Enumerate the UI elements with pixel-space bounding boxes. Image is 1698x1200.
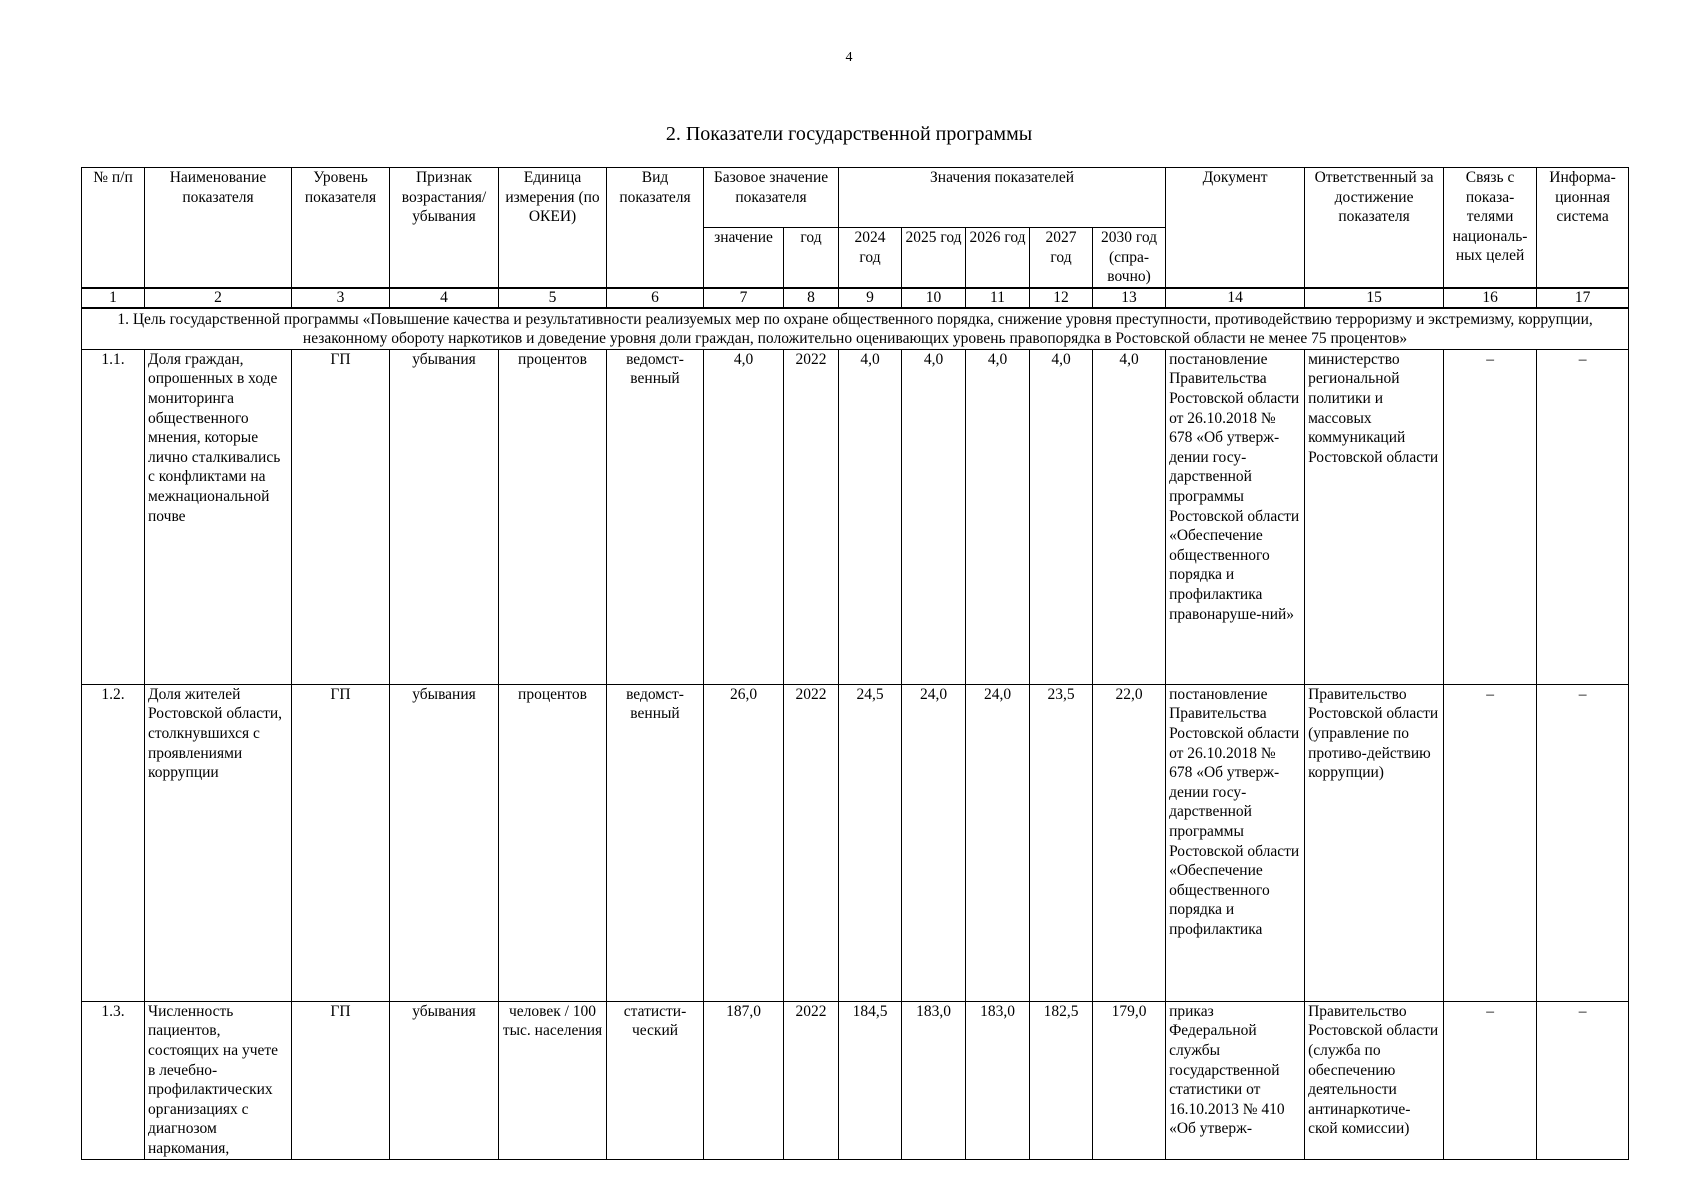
row-document: приказ Федеральной службы государственной статистики от 16.10.2013 № 410 «Об утверж- [1166,1001,1305,1159]
indicators-table [81,167,1629,1160]
header-kind: Вид показателя [607,168,704,288]
header-2024: 2024 год [839,228,902,288]
row-value-2026: 24,0 [966,684,1030,1001]
row-link: – [1444,684,1537,1001]
header-level: Уровень показателя [292,168,390,288]
row-link: – [1444,1001,1537,1159]
row-value-2027: 4,0 [1030,349,1093,684]
row-name: Доля граждан, опрошенных в ходе мониторинга общественного мнения, которые лично сталкивались с конфликтами на межнациональной почве [145,349,292,684]
header-2025: 2025 год [902,228,966,288]
row-value-2026: 4,0 [966,349,1030,684]
row-base-value: 26,0 [704,684,784,1001]
header-2027: 2027 год [1030,228,1093,288]
row-value-2024: 4,0 [839,349,902,684]
column-number: 9 [839,288,902,308]
column-number: 6 [607,288,704,308]
goal-text: 1. Цель государственной программы «Повышение качества и результативности реализуемых мер по охране общественного порядка, снижение уровня преступности, противодействию терроризму и экстремизму, коррупции, незаконному обороту наркотиков и доведение уровня доли граждан, положительно оценивающих уровень правопорядка в Ростовской области не менее 75 процентов» [82,308,1629,350]
row-kind: ведомст-венный [607,684,704,1001]
row-value-2027: 182,5 [1030,1001,1093,1159]
row-infosys: – [1537,349,1629,684]
column-number: 17 [1537,288,1629,308]
column-numbers-row [82,288,1629,308]
column-number: 11 [966,288,1030,308]
header-values: Значения показателей [839,168,1166,228]
header-unit: Единица измерения (по ОКЕИ) [499,168,607,288]
header-row-1 [82,168,1629,228]
header-2026: 2026 год [966,228,1030,288]
column-number: 8 [784,288,839,308]
header-base-value: значение [704,228,784,288]
header-infosys: Информа-ционная система [1537,168,1629,288]
row-name: Численность пациентов, состоящих на учете в лечебно-профилактических организациях с диагнозом наркомания, [145,1001,292,1159]
header-2030: 2030 год (спра-вочно) [1093,228,1166,288]
row-unit: человек / 100 тыс. населения [499,1001,607,1159]
header-responsible: Ответственный за достижение показателя [1305,168,1444,288]
row-base-year: 2022 [784,1001,839,1159]
row-value-2024: 184,5 [839,1001,902,1159]
row-num: 1.1. [82,349,145,684]
row-num: 1.3. [82,1001,145,1159]
column-number: 13 [1093,288,1166,308]
row-value-2030: 179,0 [1093,1001,1166,1159]
row-document: постановление Правительства Ростовской области от 26.10.2018 № 678 «Об утверж-дении госу-дарственной программы Ростовской области «Обеспечение общественного порядка и профилактика правонаруше-ний» [1166,349,1305,684]
row-infosys: – [1537,684,1629,1001]
column-number: 5 [499,288,607,308]
column-number: 2 [145,288,292,308]
row-unit: процентов [499,349,607,684]
row-unit: процентов [499,684,607,1001]
column-number: 3 [292,288,390,308]
header-name: Наименование показателя [145,168,292,288]
header-link: Связь с показа-телями националь-ных целей [1444,168,1537,288]
row-value-2025: 183,0 [902,1001,966,1159]
header-base-year: год [784,228,839,288]
header-trend: Признак возрастания/ убывания [390,168,499,288]
row-responsible: Правительство Ростовской области (служба по обеспечению деятельности антинаркотиче-ской комиссии) [1305,1001,1444,1159]
row-kind: статисти-ческий [607,1001,704,1159]
column-number: 12 [1030,288,1093,308]
table-row [82,684,1629,1001]
column-number: 14 [1166,288,1305,308]
header-num: № п/п [82,168,145,288]
column-number: 10 [902,288,966,308]
row-level: ГП [292,684,390,1001]
row-num: 1.2. [82,684,145,1001]
column-number: 4 [390,288,499,308]
row-base-value: 4,0 [704,349,784,684]
row-value-2026: 183,0 [966,1001,1030,1159]
table-row [82,1001,1629,1159]
column-number: 15 [1305,288,1444,308]
column-number: 1 [82,288,145,308]
header-document: Документ [1166,168,1305,288]
row-value-2027: 23,5 [1030,684,1093,1001]
goal-row [82,308,1629,350]
row-base-value: 187,0 [704,1001,784,1159]
row-value-2030: 4,0 [1093,349,1166,684]
row-trend: убывания [390,1001,499,1159]
row-infosys: – [1537,1001,1629,1159]
row-document: постановление Правительства Ростовской области от 26.10.2018 № 678 «Об утверж-дении госу-дарственной программы Ростовской области «Обеспечение общественного порядка и профилактика [1166,684,1305,1001]
row-base-year: 2022 [784,349,839,684]
row-value-2025: 24,0 [902,684,966,1001]
row-trend: убывания [390,684,499,1001]
row-value-2024: 24,5 [839,684,902,1001]
page-number: 4 [845,50,853,65]
row-responsible: Правительство Ростовской области (управление по противо-действию коррупции) [1305,684,1444,1001]
table-row [82,349,1629,684]
row-responsible: министерство региональной политики и массовых коммуникаций Ростовской области [1305,349,1444,684]
row-value-2030: 22,0 [1093,684,1166,1001]
column-number: 16 [1444,288,1537,308]
row-link: – [1444,349,1537,684]
column-number: 7 [704,288,784,308]
row-level: ГП [292,349,390,684]
section-title: 2. Показатели государственной программы [665,123,1033,145]
row-level: ГП [292,1001,390,1159]
row-value-2025: 4,0 [902,349,966,684]
row-kind: ведомст-венный [607,349,704,684]
header-base: Базовое значение показателя [704,168,839,228]
row-base-year: 2022 [784,684,839,1001]
row-trend: убывания [390,349,499,684]
row-name: Доля жителей Ростовской области, столкнувшихся с проявлениями коррупции [145,684,292,1001]
